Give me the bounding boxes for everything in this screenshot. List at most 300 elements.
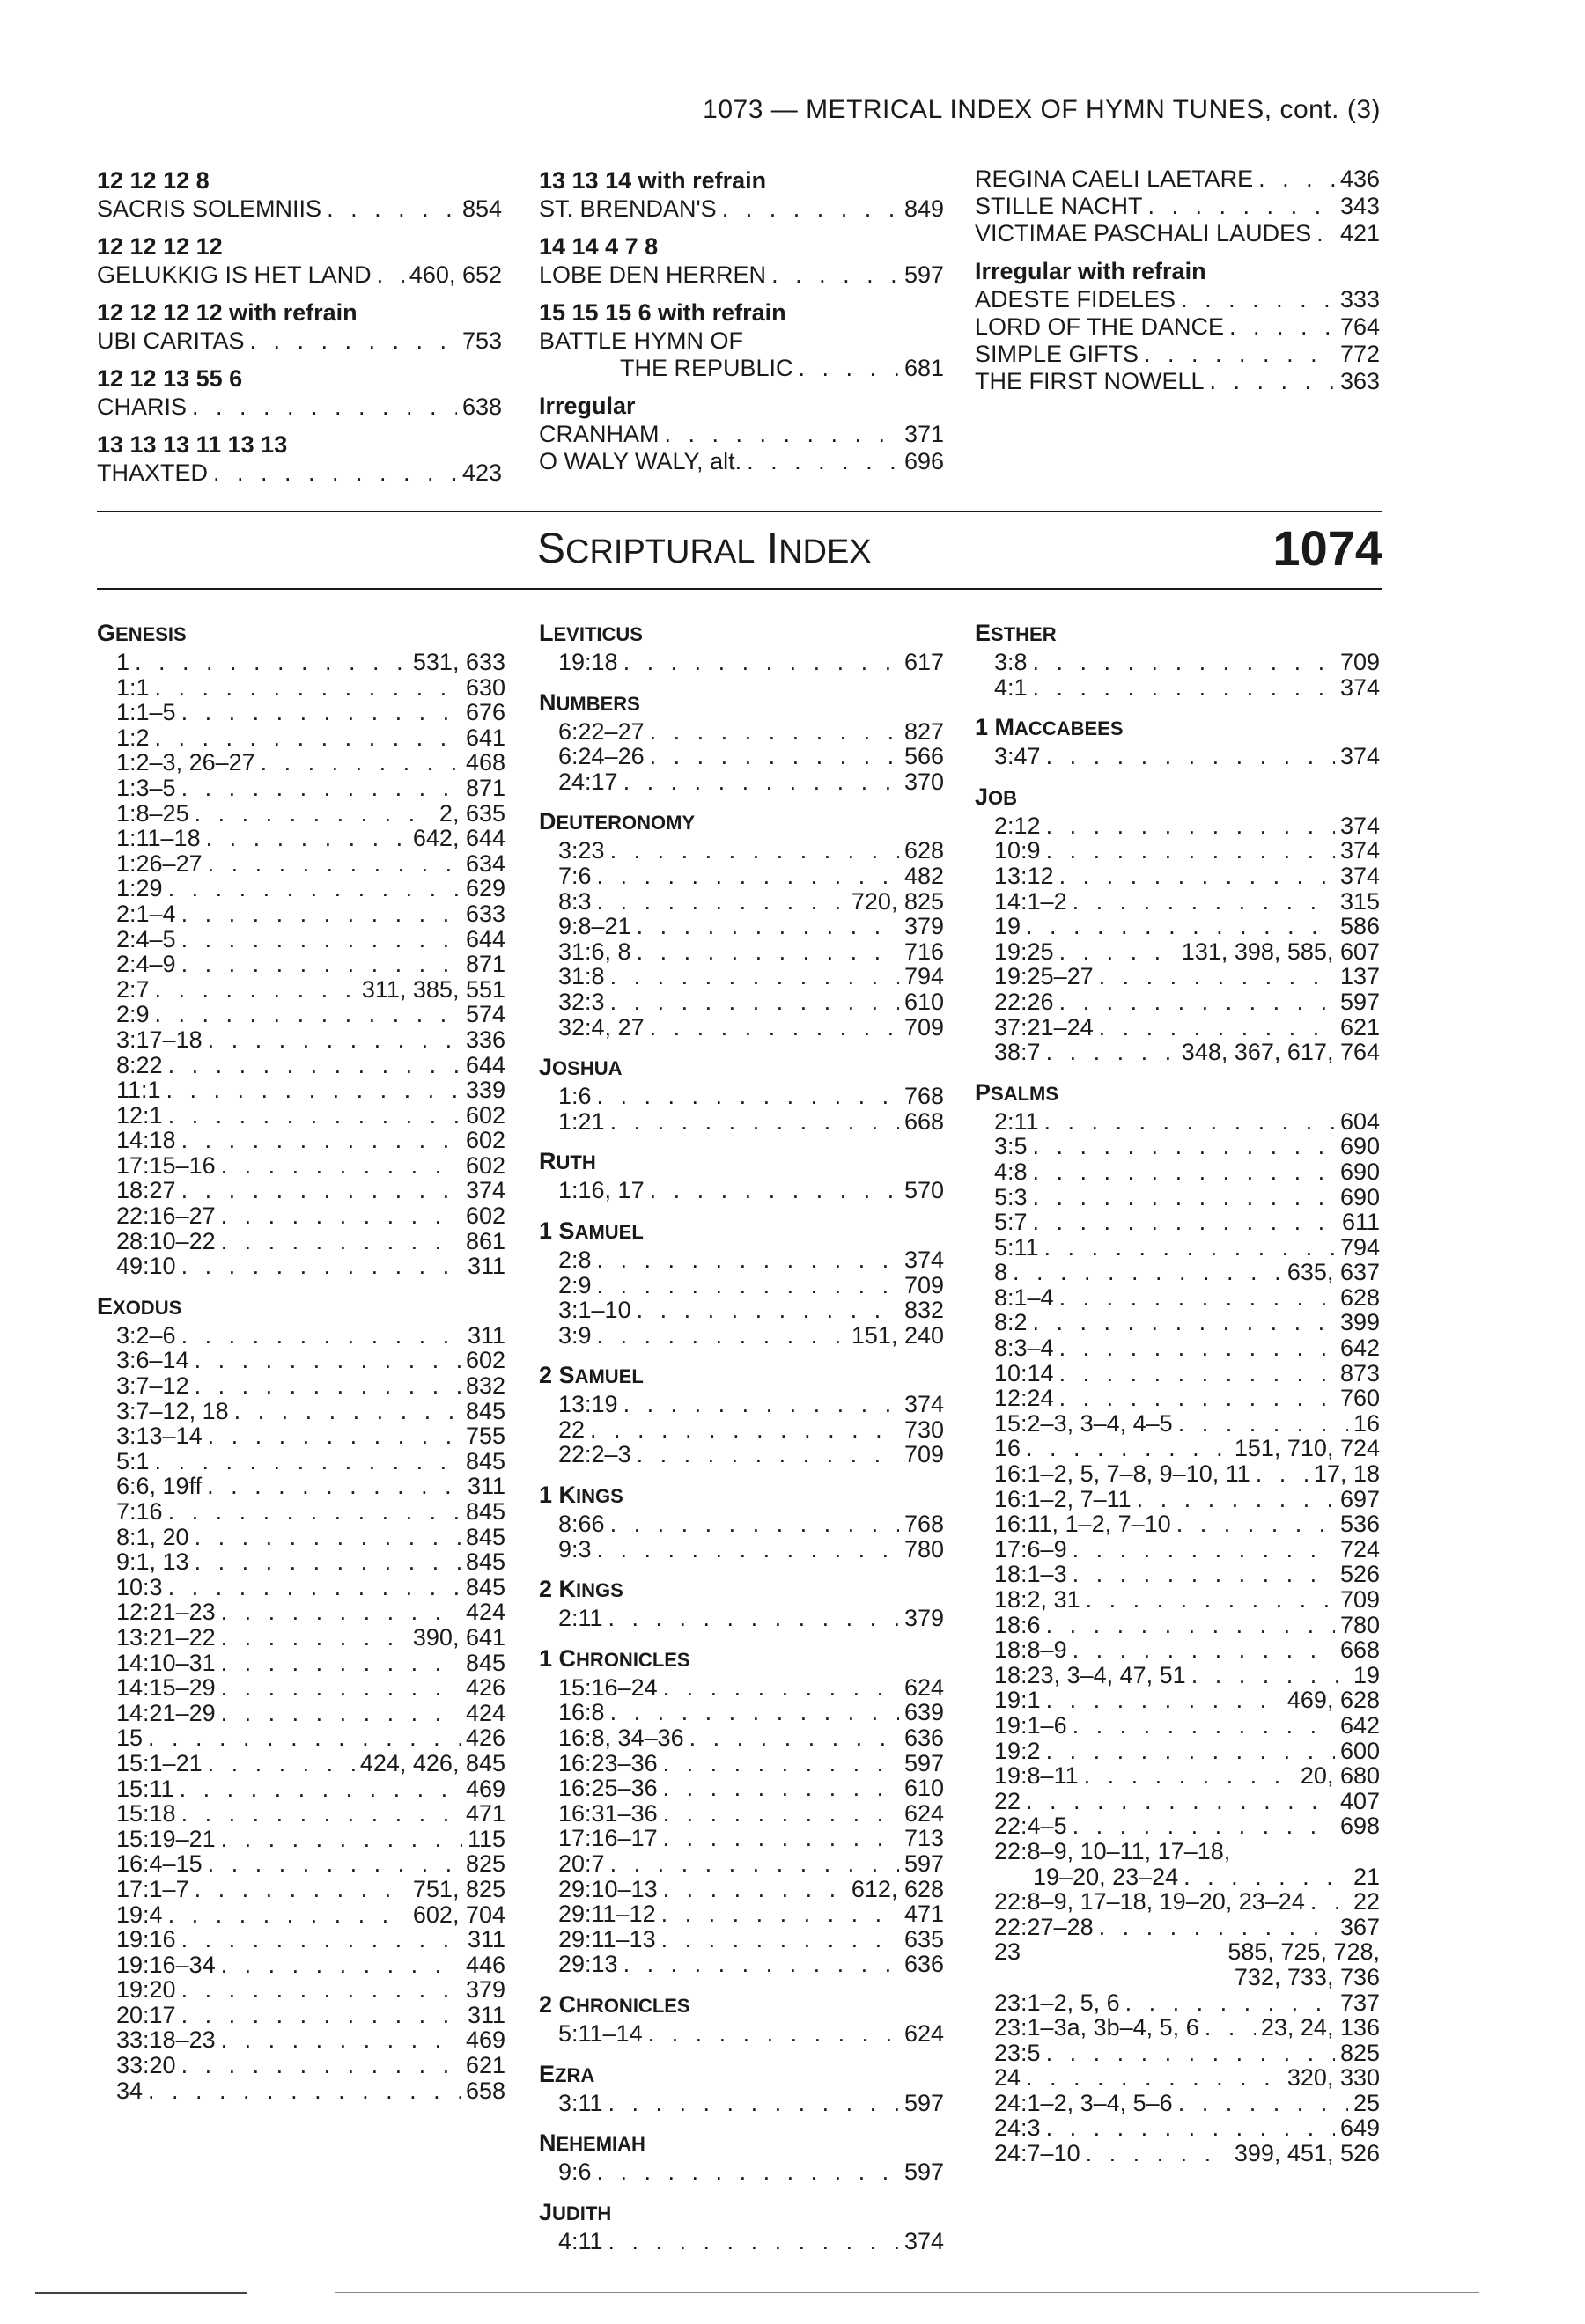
dot-leader [155,725,461,751]
meter-heading: 12 12 12 8 [97,167,210,194]
index-entry [975,1688,1380,1713]
meter-heading: 15 15 15 6 with refrain [539,299,786,326]
dot-leader [1316,220,1335,247]
entry-pages: 713 [903,1825,944,1852]
entry-pages: 709 [903,1271,944,1298]
entry-pages: 597 [903,1850,944,1877]
entry-label: 8:2 [994,1309,1028,1336]
index-entry [975,1310,1380,1335]
page-title [537,525,872,573]
entry-label: 15:16–24 [558,1673,658,1701]
index-entry [97,650,505,675]
dot-leader [623,650,899,675]
index-entry [975,1185,1380,1210]
index-entry [97,2078,505,2104]
entry-label: 9:8–21 [558,913,631,940]
entry-label: 3:2–6 [116,1321,176,1349]
entry-label: 22:2–3 [558,1441,631,1468]
entry-pages: 22 [1353,1888,1380,1916]
entry-label: 3:13–14 [116,1423,203,1450]
dot-leader [663,1801,899,1827]
index-entry [975,1637,1380,1663]
entry-pages: 709 [903,1013,944,1041]
index-entry [975,1763,1380,1789]
index-entry [539,744,944,769]
index-entry [975,2115,1380,2141]
entry-label: 6:24–26 [558,743,645,770]
book-heading: GENESIS [97,620,187,646]
entry-pages: 690 [1339,1158,1380,1185]
dot-leader [181,1128,461,1153]
dot-leader [206,826,408,851]
book-heading: 1 SAMUEL [539,1217,644,1244]
dot-leader [1046,2041,1335,2066]
index-entry [975,1015,1380,1041]
index-entry [539,1700,944,1725]
entry-label: 14:1–2 [994,887,1067,915]
index-entry [975,1511,1380,1537]
dot-leader [168,1103,461,1129]
book-group [539,1360,944,1467]
entry-label: 19:20 [116,1976,176,2004]
entry-pages: 151, 240 [851,1321,944,1349]
entry-pages: 768 [903,1511,944,1538]
index-entry [539,1109,944,1135]
entry-pages: 25 [1353,2089,1380,2116]
entry-pages: 633 [465,900,505,927]
entry-pages: 638 [461,393,502,420]
meter-heading: Irregular with refrain [975,258,1206,284]
entry-pages: 794 [1339,1233,1380,1261]
index-entry [539,1273,944,1298]
entry-pages: 471 [903,1901,944,1928]
entry-label: 15:2–3, 3–4, 4–5 [994,1409,1173,1437]
index-entry [539,964,944,989]
index-entry [975,744,1380,769]
entry-pages: 421 [1339,220,1380,246]
entry-pages: 570 [903,1177,944,1204]
dot-leader [1059,989,1335,1015]
dot-leader [221,1701,461,1726]
index-entry [975,2041,1380,2066]
entry-label: 3:6–14 [116,1347,189,1374]
entry-label: 2:1–4 [116,900,176,927]
dot-leader [597,2159,899,2185]
meter-heading: 14 14 4 7 8 [539,233,659,260]
dot-leader [650,1178,899,1203]
entry-pages: 604 [1339,1107,1380,1135]
index-entry [975,1210,1380,1235]
entry-pages: 621 [465,2052,505,2079]
entry-label: 22:8–9, 10–11, 17–18, [994,1837,1231,1864]
entry-label: 3:8 [994,649,1028,675]
index-entry [975,1285,1380,1311]
dot-leader [1044,1235,1335,1261]
book-heading: PSALMS [975,1078,1059,1106]
entry-label: 16:11, 1–2, 7–10 [994,1511,1171,1538]
dot-leader [181,901,461,927]
index-entry [97,1651,505,1676]
index-entry [97,2003,505,2028]
index-entry [539,1927,944,1953]
entry-pages: 566 [903,743,944,770]
dot-leader [1033,1310,1335,1335]
index-entry [97,826,505,851]
dot-leader [221,1827,462,1852]
index-entry [97,1399,505,1424]
entry-pages: 339 [465,1077,505,1104]
dot-leader [181,1801,461,1827]
index-entry [97,725,505,751]
entry-label: 8:1, 20 [116,1523,189,1550]
entry-pages: 642, 644 [412,825,505,852]
index-entry [975,2141,1380,2166]
entry-pages: 311 [467,1253,505,1280]
dot-leader [181,1178,461,1203]
entry-label: GELUKKIG IS HET LAND [97,261,372,288]
dot-leader [722,195,899,223]
entry-label: 29:10–13 [558,1875,658,1902]
dot-leader [1256,1461,1309,1487]
dot-leader [623,769,899,795]
tune-entry [975,165,1380,193]
entry-pages: 424 [465,1599,505,1626]
dot-leader [1125,1990,1335,2016]
entry-pages: 636 [903,1725,944,1752]
dot-leader [1046,838,1335,864]
dot-leader [771,261,899,289]
title-initial-2: I [766,526,779,572]
entry-pages: 390, 641 [412,1623,505,1651]
tune-entry [975,341,1380,368]
entry-pages: 624 [903,1673,944,1701]
entry-pages: 336 [465,1026,505,1053]
dot-leader [155,675,461,701]
entry-label: 22:26 [994,988,1054,1015]
entry-pages: 873 [1339,1359,1380,1386]
index-entry [975,1386,1380,1411]
dot-leader [1258,165,1335,193]
entry-label: 5:1 [116,1447,150,1475]
entry-pages: 690 [1339,1133,1380,1160]
entry-pages: 658 [465,2077,505,2104]
dot-leader [1026,1789,1335,1814]
entry-label: 32:4, 27 [558,1013,645,1041]
dot-leader [1033,675,1335,701]
index-entry [975,1134,1380,1159]
index-entry [97,675,505,701]
entry-pages: 755 [465,1423,505,1450]
index-entry [539,1826,944,1851]
dot-leader [135,650,408,675]
dot-leader [1148,193,1335,220]
book-heading: JOSHUA [539,1054,623,1081]
entry-pages: 676 [465,699,505,726]
index-entry [539,1247,944,1273]
entry-pages: 20, 680 [1300,1762,1380,1790]
dot-leader [327,195,457,223]
index-entry [975,1813,1380,1839]
entry-label: 22:4–5 [994,1813,1067,1840]
entry-label: 2:11 [994,1107,1039,1135]
dot-leader [377,261,404,289]
tune-entry [539,261,944,289]
index-entry [975,675,1380,701]
entry-label: 15:11 [116,1775,174,1802]
entry-label: 2:9 [558,1271,592,1298]
entry-label: 9:6 [558,2159,592,2186]
entry-pages: 845 [465,1523,505,1550]
entry-label: 8:22 [116,1051,163,1078]
dot-leader [1086,2141,1229,2166]
dot-leader [610,964,899,989]
entry-label: 16:1–2, 7–11 [994,1485,1132,1512]
entry-label: 4:8 [994,1158,1028,1185]
entry-label: 4:11 [558,2227,603,2254]
entry-label: 24 [994,2064,1021,2092]
book-group [539,2197,944,2254]
entry-pages: 617 [903,649,944,675]
dot-leader [1059,1285,1335,1311]
book-group [539,618,944,675]
entry-label: THE FIRST NOWELL [975,368,1205,394]
dot-leader [623,1952,899,1977]
index-entry [539,1776,944,1801]
title-initial-1: S [537,526,566,572]
entry-pages: 16 [1353,1409,1380,1437]
entry-label: 15 [116,1725,144,1752]
entry-label: VICTIMAE PASCHALI LAUDES [975,220,1312,246]
entry-label: 19:4 [116,1901,163,1928]
entry-pages: 424 [465,1699,505,1726]
metrical-column-1 [97,165,502,487]
entry-pages: 871 [465,951,505,978]
tune-entry [97,261,502,289]
index-entry [97,1254,505,1279]
dot-leader [148,2078,461,2104]
dot-leader [637,1298,899,1323]
entry-label: 3:17–18 [116,1026,203,1053]
entry-label: 16 [994,1435,1021,1462]
entry-pages: 611 [1341,1209,1380,1236]
entry-label: 5:11–14 [558,2019,643,2047]
entry-pages: 696 [903,448,944,474]
entry-label: 29:13 [558,1951,618,1978]
index-entry [975,1889,1380,1915]
entry-pages: 374 [903,2227,944,2254]
entry-pages: 854 [461,195,502,222]
dot-leader [799,355,899,382]
entry-label: 7:6 [558,862,592,889]
index-entry [539,1442,944,1467]
entry-pages: 311, 385, 551 [361,975,505,1003]
entry-pages: 634 [465,849,505,877]
tune-entry [539,355,944,382]
entry-pages: 668 [903,1107,944,1135]
index-entry [97,1153,505,1179]
index-entry [97,1474,505,1499]
entry-pages: 716 [903,938,944,965]
dot-leader [637,914,899,939]
dot-leader [597,1273,899,1298]
entry-label: 19:16 [116,1926,176,1953]
entry-pages: 621 [1339,1013,1380,1041]
book-heading: 2 CHRONICLES [539,1990,690,2018]
entry-label: 22:8–9, 17–18, 19–20, 23–24 [994,1888,1305,1916]
running-head: 1073 — METRICAL INDEX OF HYMN TUNES, cont. (3) [703,95,1381,124]
index-entry [97,750,505,776]
tune-entry [97,327,502,355]
entry-label: 3:1–10 [558,1297,631,1324]
entry-label: 6:22–27 [558,717,645,745]
entry-label: 10:9 [994,837,1041,864]
entry-pages: 629 [465,875,505,902]
dot-leader [610,1700,899,1725]
entry-label: 1:26–27 [116,849,203,877]
meter-heading: 12 12 12 12 with refrain [97,299,358,326]
title-rest-2: NDEX [778,533,872,570]
entry-label: 16:31–36 [558,1799,658,1827]
tune-entry [975,286,1380,313]
index-entry [975,914,1380,939]
index-entry [539,914,944,939]
section-bottom-rule [97,588,1382,590]
index-entry [97,1801,505,1827]
dot-leader [1046,813,1335,839]
book-group [97,1291,505,2103]
entry-pages: 636 [903,1951,944,1978]
dot-leader [610,838,899,864]
entry-label: 18:1–3 [994,1561,1067,1588]
dot-leader [1059,1335,1335,1361]
entry-label: 13:12 [994,862,1054,889]
entry-label: 1:16, 17 [558,1177,645,1204]
entry-pages: 698 [1339,1813,1380,1840]
index-entry [975,1562,1380,1587]
entry-label: LOBE DEN HERREN [539,261,767,288]
index-entry [539,1952,944,1977]
dot-leader [1044,1109,1335,1135]
index-entry [975,1109,1380,1135]
entry-pages: 531, 633 [412,649,505,675]
book-group [539,1146,944,1203]
book-group [97,618,505,1279]
dot-leader [1073,1537,1335,1563]
dot-leader [213,460,457,487]
index-entry [539,1323,944,1349]
entry-label: SIMPLE GIFTS [975,341,1139,367]
dot-leader [1073,889,1335,915]
dot-leader [1033,1185,1335,1210]
dot-leader [1191,1663,1348,1688]
entry-pages: 131, 398, 585, 607 [1181,938,1380,965]
entry-label: 29:11–12 [558,1901,656,1928]
entry-label: 29:11–13 [558,1925,656,1953]
entry-label: STILLE NACHT [975,193,1143,219]
entry-pages: 639 [903,1699,944,1726]
entry-label: 1:11–18 [116,825,201,852]
tune-entry [975,313,1380,341]
entry-label: 2:11 [558,1605,603,1632]
entry-label: 3:7–12 [116,1372,189,1400]
dot-leader [192,393,457,421]
entry-label: 2:12 [994,812,1041,839]
dot-leader [597,864,899,889]
entry-label: 18:23, 3–4, 47, 51 [994,1661,1186,1688]
index-entry [97,2053,505,2078]
dot-leader [1073,1637,1335,1663]
entry-pages: 469 [465,2026,505,2054]
entry-label: 19:2 [994,1737,1041,1764]
entry-pages: 597 [903,2159,944,2186]
tune-entry [539,421,944,448]
index-entry [539,1851,944,1877]
dot-leader [181,1927,462,1953]
entry-label: 34 [116,2077,144,2104]
dot-leader [1229,313,1335,341]
index-entry [539,989,944,1015]
scripture-column-3 [975,618,1380,2166]
index-entry [539,2159,944,2185]
entry-pages: 690 [1339,1183,1380,1210]
index-entry [975,1487,1380,1512]
index-entry [97,1977,505,2003]
entry-pages: 697 [1339,1485,1380,1512]
entry-pages: 845 [465,1498,505,1525]
index-entry [97,1953,505,1978]
entry-label: 49:10 [116,1253,176,1280]
entry-label: 8:3 [558,887,592,915]
index-entry [97,1229,505,1254]
entry-pages: 600 [1339,1737,1380,1764]
index-entry [975,1789,1380,1814]
index-entry [97,1725,505,1751]
entry-label: 16:4–15 [116,1850,203,1878]
book-heading: DEUTERONOMY [539,808,696,835]
book-heading: JUDITH [539,2198,612,2225]
book-heading: EZRA [539,2060,595,2087]
index-entry [539,1015,944,1041]
index-entry [975,1990,1380,2016]
entry-label: 5:3 [994,1183,1028,1210]
dot-leader [195,1877,408,1902]
dot-leader [1073,1562,1335,1587]
entry-label: ADESTE FIDELES [975,286,1176,313]
index-entry [97,776,505,801]
dot-leader [610,1851,899,1877]
dot-leader [181,2003,462,2028]
index-entry [539,1392,944,1417]
index-entry [539,1178,944,1203]
index-entry [975,964,1380,989]
index-entry [97,1827,505,1852]
entry-label: 3:9 [558,1321,592,1349]
entry-pages: 597 [1339,988,1380,1015]
dot-leader [1084,1763,1295,1789]
entry-pages: 374 [1339,862,1380,889]
index-entry [975,1587,1380,1613]
tune-entry [539,327,944,355]
entry-label: 28:10–22 [116,1227,216,1254]
entry-pages: 374 [903,1246,944,1273]
entry-label: 33:20 [116,2052,176,2079]
entry-label: 22:16–27 [116,1202,216,1230]
entry-label: 14:18 [116,1127,176,1154]
entry-pages: 610 [903,988,944,1015]
book-group [975,618,1380,700]
dot-leader [1310,1889,1348,1915]
entry-label: 17:15–16 [116,1151,216,1179]
